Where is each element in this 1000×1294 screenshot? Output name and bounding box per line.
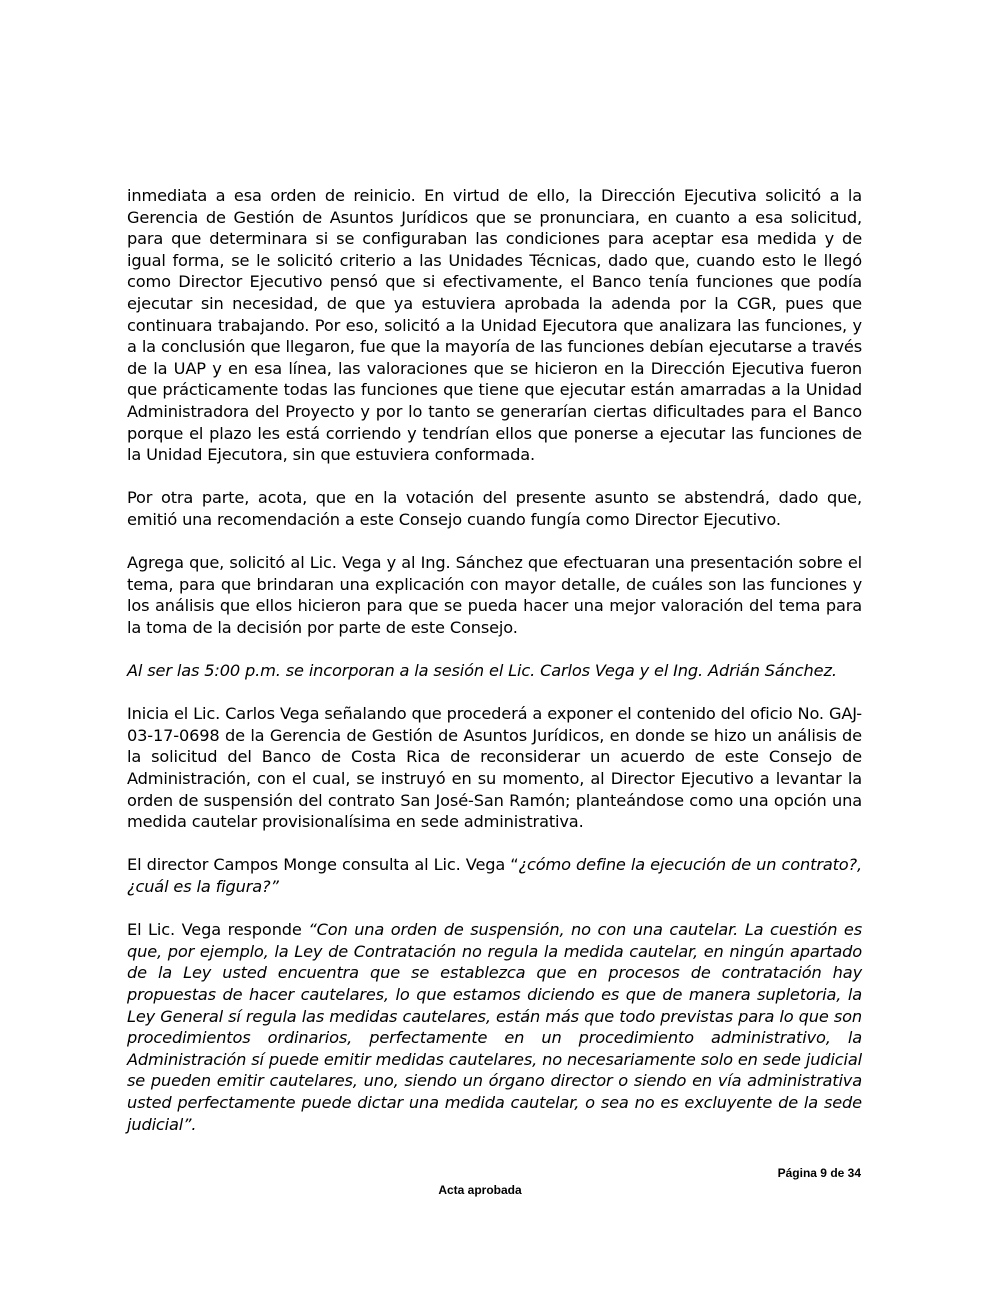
paragraph-3: Agrega que, solicitó al Lic. Vega y al Ing. Sánchez que efectuaran una presentación sobre el tema, para que brindaran una explicación con mayor detalle, de cuáles son las funciones y los análisis que ellos hicieron para que se pueda hacer una mejor valoración del tema para la toma de la decisión por parte de este Consejo. xyxy=(127,553,862,637)
paragraph-6-lead: El director Campos Monge consulta al Lic. Vega “ xyxy=(127,855,519,875)
paragraph-6 xyxy=(127,854,862,897)
document-status: Acta aprobada xyxy=(438,1183,522,1197)
paragraph-6-quote: ¿cómo define la ejecución de un contrato?, ¿cuál es la figura?” xyxy=(127,855,862,896)
paragraph-1: inmediata a esa orden de reinicio. En virtud de ello, la Dirección Ejecutiva solicitó a la Gerencia de Gestión de Asuntos Jurídicos que se pronunciara, en cuanto a esa solicitud, para que determinara si se configuraban las condiciones para aceptar esa medida y de igual forma, se le solicitó criterio a las Unidades Técnicas, dado que, cuando esto le llegó como Director Ejecutivo pensó que si efectivamente, el Banco tenía funciones que podía ejecutar sin necesidad, de que ya estuviera aprobada la adenda por la CGR, pues que continuara trabajando. Por eso, solicitó a la Unidad Ejecutora que analizara las funciones, y a la conclusión que llegaron, fue que la mayoría de las funciones debían ejecutarse a través de la UAP y en esa línea, las valoraciones que se hicieron en la Dirección Ejecutiva fueron que prácticamente todas las funciones que tiene que ejecutar están amarradas a la Unidad Administradora del Proyecto y por lo tanto se generarían ciertas dificultades para el Banco porque el plazo les está corriendo y tendrían ellos que ponerse a ejecutar las funciones de la Unidad Ejecutora, sin que estuviera conformada. xyxy=(127,186,862,465)
paragraph-5: Inicia el Lic. Carlos Vega señalando que procederá a exponer el contenido del oficio No. GAJ-03-17-0698 de la Gerencia de Gestión de Asuntos Jurídicos, en donde se hizo un análisis de la solicitud del Banco de Costa Rica de reconsiderar un acuerdo de este Consejo de Administración, con el cual, se instruyó en su momento, al Director Ejecutivo a levantar la orden de suspensión del contrato San José-San Ramón; planteándose como una opción una medida cautelar provisionalísima en sede administrativa. xyxy=(127,704,862,832)
paragraph-7-lead: El Lic. Vega responde xyxy=(127,920,309,940)
page-number: Página 9 de 34 xyxy=(777,1166,861,1180)
paragraph-7-quote: “Con una orden de suspensión, no con una cautelar. La cuestión es que, por ejemplo, la Ley de Contratación no regula la medida cautelar, en ningún apartado de la Ley usted encuentra que se establezca que en procesos de contratación hay propuestas de hacer cautelares, lo que estamos diciendo es que de manera supletoria, la Ley General sí regula las medidas cautelares, están más que todo previstas para lo que son procedimientos ordinarios, perfectamente en un procedimiento administrativo, la Administración sí puede emitir medidas cautelares, no necesariamente solo en sede judicial se pueden emitir cautelares, uno, siendo un órgano director o siendo en vía administrativa usted perfectamente puede dictar una medida cautelar, o sea no es excluyente de la sede judicial”. xyxy=(127,920,862,1134)
document-body xyxy=(127,185,862,1157)
paragraph-4-incorporation-note: Al ser las 5:00 p.m. se incorporan a la sesión el Lic. Carlos Vega y el Ing. Adrián Sánchez. xyxy=(127,661,837,681)
paragraph-7 xyxy=(127,919,862,1135)
paragraph-2: Por otra parte, acota, que en la votación del presente asunto se abstendrá, dado que, emitió una recomendación a este Consejo cuando fungía como Director Ejecutivo. xyxy=(127,488,862,529)
